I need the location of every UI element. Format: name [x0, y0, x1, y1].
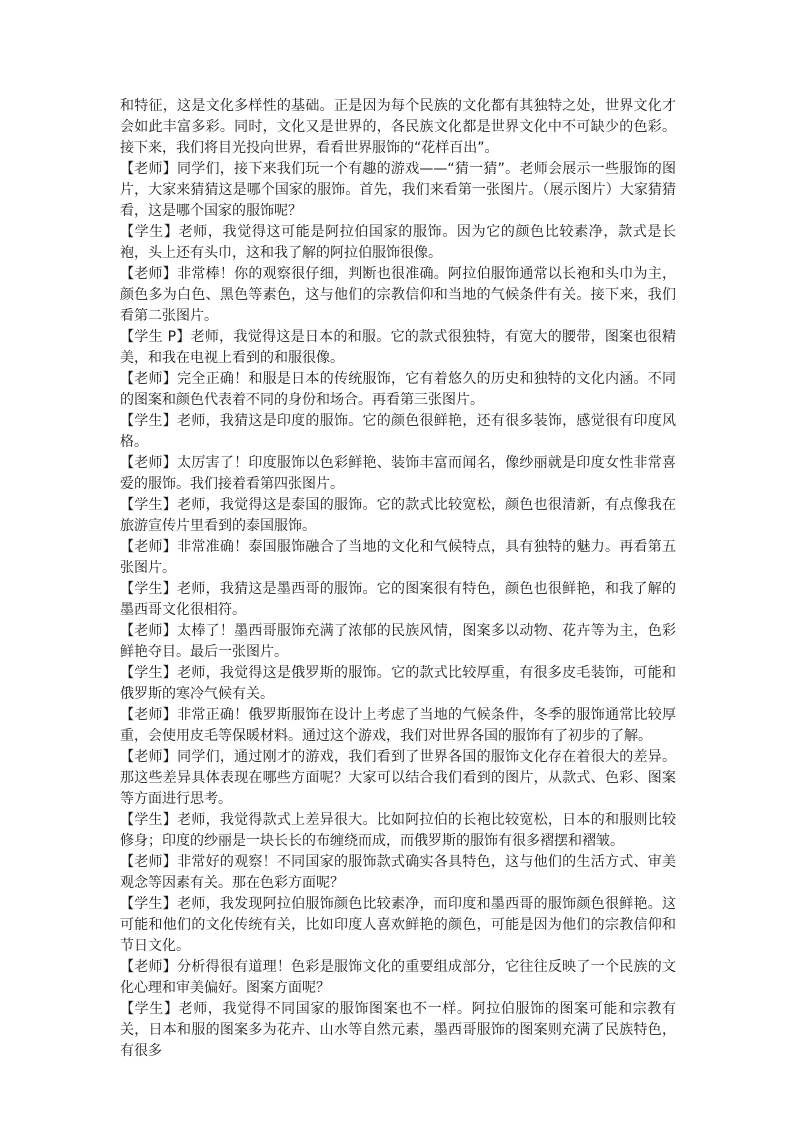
speaker-label: 【老师】 — [120, 854, 178, 870]
speaker-label: 【老师】 — [120, 539, 178, 555]
dialogue-line — [120, 663, 676, 705]
dialogue-text: 老师，我觉得这是日本的和服。它的款式很独特，有宽大的腰带，图案也很精美，和我在电视上看到的和服很像。 — [120, 329, 676, 366]
dialogue-text: 非常准确！泰国服饰融合了当地的文化和气候特点，具有独特的魅力。再看第五张图片。 — [120, 539, 677, 576]
speaker-label: 【学生】 — [120, 665, 178, 681]
speaker-label: 【老师】 — [120, 455, 178, 471]
document-page — [120, 96, 676, 1062]
dialogue-line — [120, 852, 676, 894]
paragraph-text: 和特征，这是文化多样性的基础。正是因为每个民族的文化都有其独特之处，世界文化才会如此丰富多彩。同时，文化又是世界的，各民族文化都是世界文化中不可缺少的色彩。接下来，我们将目光投向世界，看看世界服饰的“花样百出”。 — [120, 98, 676, 156]
dialogue-line — [120, 495, 676, 537]
dialogue-line — [120, 159, 676, 222]
dialogue-line — [120, 264, 676, 327]
dialogue-text: 老师，我觉得款式上差异很大。比如阿拉伯的长袍比较宽松，日本的和服则比较修身；印度的纱丽是一块长长的布缠绕而成，而俄罗斯的服饰有很多褶摆和褶皱。 — [120, 812, 677, 849]
dialogue-line — [120, 411, 676, 453]
speaker-label: 【老师】 — [120, 623, 178, 639]
dialogue-text: 老师，我觉得不同国家的服饰图案也不一样。阿拉伯服饰的图案可能和宗教有关，日本和服的图案多为花卉、山水等自然元素，墨西哥服饰的图案则充满了民族特色，有很多 — [120, 1001, 677, 1059]
dialogue-line — [120, 894, 676, 957]
dialogue-line — [120, 579, 676, 621]
speaker-label: 【老师】 — [120, 371, 178, 387]
dialogue-text: 完全正确！和服是日本的传统服饰，它有着悠久的历史和独特的文化内涵。不同的图案和颜色代表着不同的身份和场合。再看第三张图片。 — [120, 371, 677, 408]
dialogue-line — [120, 957, 676, 999]
speaker-label: 【老师】 — [120, 266, 178, 282]
speaker-label: 【学生 P】 — [120, 329, 191, 345]
dialogue-line — [120, 327, 676, 369]
speaker-label: 【老师】 — [120, 161, 178, 177]
dialogue-text: 老师，我猜这是印度的服饰。它的颜色很鲜艳，还有很多装饰，感觉很有印度风格。 — [120, 413, 677, 450]
dialogue-line — [120, 999, 676, 1062]
speaker-label: 【老师】 — [120, 707, 178, 723]
paragraph-intro — [120, 96, 676, 159]
dialogue-text: 老师，我发现阿拉伯服饰颜色比较素净，而印度和墨西哥的服饰颜色很鲜艳。这可能和他们的文化传统有关，比如印度人喜欢鲜艳的颜色，可能是因为他们的宗教信仰和节日文化。 — [120, 896, 677, 954]
dialogue-line — [120, 810, 676, 852]
dialogue-text: 老师，我猜这是墨西哥的服饰。它的图案很有特色，颜色也很鲜艳，和我了解的墨西哥文化很相符。 — [120, 581, 677, 618]
dialogue-text: 老师，我觉得这是俄罗斯的服饰。它的款式比较厚重，有很多皮毛装饰，可能和俄罗斯的寒冷气候有关。 — [120, 665, 677, 702]
speaker-label: 【老师】 — [120, 959, 178, 975]
dialogue-line — [120, 537, 676, 579]
dialogue-text: 太棒了！墨西哥服饰充满了浓郁的民族风情，图案多以动物、花卉等为主，色彩鲜艳夺目。最后一张图片。 — [120, 623, 677, 660]
dialogue-line — [120, 369, 676, 411]
dialogue-text: 老师，我觉得这是泰国的服饰。它的款式比较宽松，颜色也很清新，有点像我在旅游宣传片里看到的泰国服饰。 — [120, 497, 677, 534]
dialogue-text: 非常正确！俄罗斯服饰在设计上考虑了当地的气候条件，冬季的服饰通常比较厚重，会使用皮毛等保暖材料。通过这个游戏，我们对世界各国的服饰有了初步的了解。 — [120, 707, 677, 744]
dialogue-text: 太厉害了！印度服饰以色彩鲜艳、装饰丰富而闻名，像纱丽就是印度女性非常喜爱的服饰。我们接着看第四张图片。 — [120, 455, 677, 492]
dialogue-text: 老师，我觉得这可能是阿拉伯国家的服饰。因为它的颜色比较素净，款式是长袍，头上还有头巾，这和我了解的阿拉伯服饰很像。 — [120, 224, 677, 261]
dialogue-text: 同学们，通过刚才的游戏，我们看到了世界各国的服饰文化存在着很大的差异。那这些差异具体表现在哪些方面呢？大家可以结合我们看到的图片，从款式、色彩、图案等方面进行思考。 — [120, 749, 677, 807]
dialogue-line — [120, 747, 676, 810]
speaker-label: 【老师】 — [120, 749, 178, 765]
speaker-label: 【学生】 — [120, 224, 179, 240]
dialogue-line — [120, 705, 676, 747]
dialogue-text: 分析得很有道理！色彩是服饰文化的重要组成部分，它往往反映了一个民族的文化心理和审美偏好。图案方面呢？ — [120, 959, 677, 996]
speaker-label: 【学生】 — [120, 413, 178, 429]
dialogue-text: 非常好的观察！不同国家的服饰款式确实各具特色，这与他们的生活方式、审美观念等因素有关。那在色彩方面呢？ — [120, 854, 677, 891]
dialogue-line — [120, 453, 676, 495]
dialogue-line — [120, 621, 676, 663]
speaker-label: 【学生】 — [120, 1001, 179, 1017]
speaker-label: 【学生】 — [120, 896, 178, 912]
dialogue-line — [120, 222, 676, 264]
speaker-label: 【学生】 — [120, 581, 178, 597]
dialogue-text: 同学们，接下来我们玩一个有趣的游戏——“猜一猜”。老师会展示一些服饰的图片，大家来猜猜这是哪个国家的服饰。首先，我们来看第一张图片。（展示图片）大家猜猜看，这是哪个国家的服饰呢？ — [120, 161, 676, 219]
dialogue-text: 非常棒！你的观察很仔细，判断也很准确。阿拉伯服饰通常以长袍和头巾为主，颜色多为白色、黑色等素色，这与他们的宗教信仰和当地的气候条件有关。接下来，我们看第二张图片。 — [120, 266, 677, 324]
speaker-label: 【学生】 — [120, 812, 178, 828]
speaker-label: 【学生】 — [120, 497, 178, 513]
